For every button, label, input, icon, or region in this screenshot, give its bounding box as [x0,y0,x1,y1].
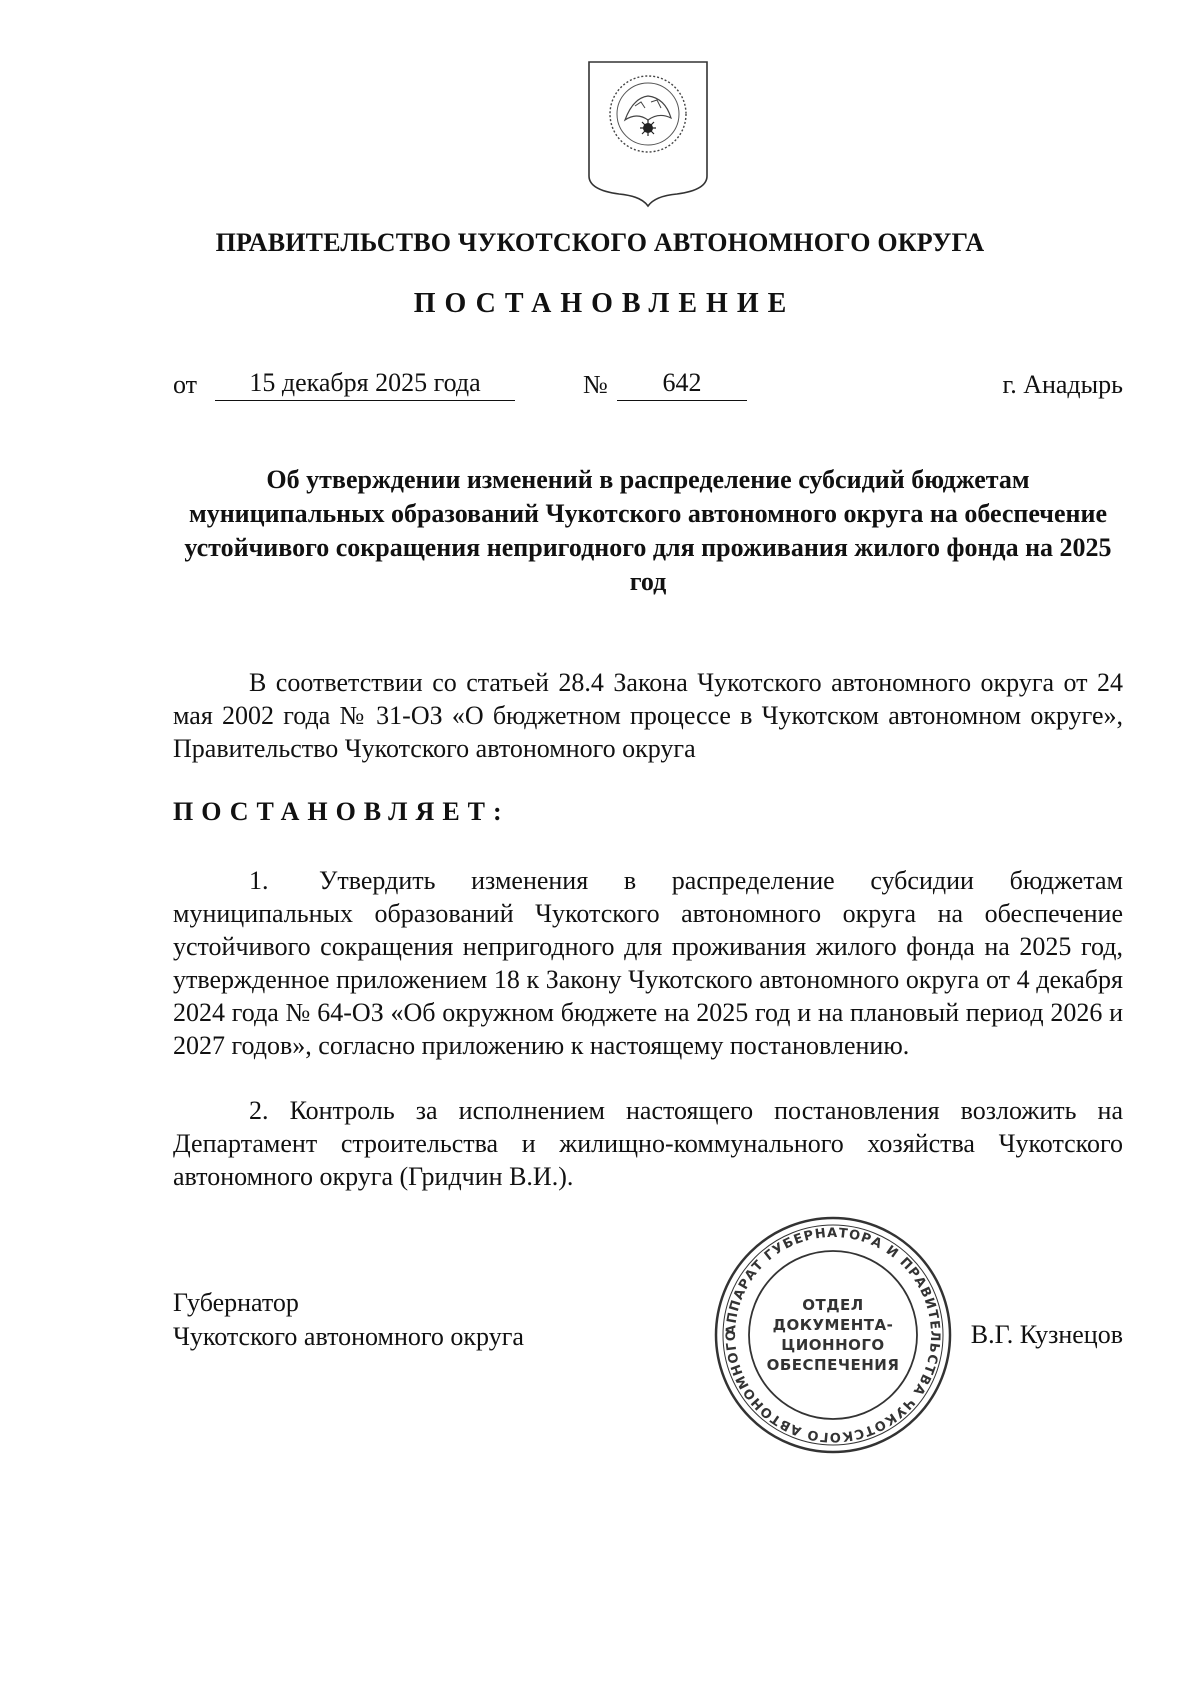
document-subject: Об утверждении изменений в распределение субсидий бюджетам муниципальных образований Чукотского автономного округа на обеспечение устойчивого сокращения непригодного для проживания жилого фонда на 2025 год [184,465,1112,596]
resolution-item-1 [173,864,1123,1062]
item-text: Контроль за исполнением настоящего постановления возложить на Департамент строительства и жилищно-коммунального хозяйства Чукотского автономного округа (Гридчин В.И.). [173,1096,1123,1191]
coat-of-arms-emblem [585,58,711,208]
resolves-heading: ПОСТАНОВЛЯЕТ: [173,797,510,826]
item-text: Утвердить изменения в распределение субсидии бюджетам муниципальных образований Чукотского автономного округа на обеспечение устойчивого сокращения непригодного для проживания жилого фонда на 2025 год, утвержденное приложением 18 к Закону Чукотского автономного округа от 4 декабря 2024 года № 64-ОЗ «Об окружном бюджете на 2025 год и на плановый период 2026 и 2027 годов», согласно приложению к настоящему постановлению. [173,866,1123,1060]
date-prefix-label: от [173,370,198,399]
document-type-heading: ПОСТАНОВЛЕНИЕ [413,288,796,319]
item-number: 2. [249,1096,269,1125]
government-title: ПРАВИТЕЛЬСТВО ЧУКОТСКОГО АВТОНОМНОГО ОКРУГА [215,228,985,257]
stamp-line: ОБЕСПЕЧЕНИЯ [766,1356,900,1374]
resolution-item-2 [173,1094,1123,1193]
signature-block [173,1286,524,1354]
item-number: 1. [249,866,269,895]
stamp-ring-text: АППАРАТ ГУБЕРНАТОРА И ПРАВИТЕЛЬСТВА ЧУКОТСКОГО АВТОНОМНОГО [723,1225,943,1445]
number-sign: № [583,370,608,399]
signer-position-line1: Губернатор [173,1288,299,1317]
document-date: 15 декабря 2025 года [215,370,515,401]
signer-position-line2: Чукотского автономного округа [173,1322,524,1351]
document-city: г. Анадырь [1002,370,1123,399]
stamp-line: ОТДЕЛ [802,1296,864,1314]
stamp-center-text [713,1215,953,1455]
signer-name: В.Г. Кузнецов [970,1320,1123,1349]
stamp-line: ЦИОННОГО [781,1336,885,1354]
official-stamp [713,1215,953,1455]
preamble-paragraph: В соответствии со статьей 28.4 Закона Чукотского автономного округа от 24 мая 2002 года № 31-ОЗ «О бюджетном процессе в Чукотском автономном округе», Правительство Чукотского автономного округа [173,668,1123,763]
document-meta-row [173,370,1123,404]
stamp-line: ДОКУМЕНТА- [772,1316,894,1334]
chukotka-coat-of-arms-icon [585,58,711,208]
document-number: 642 [617,370,747,401]
